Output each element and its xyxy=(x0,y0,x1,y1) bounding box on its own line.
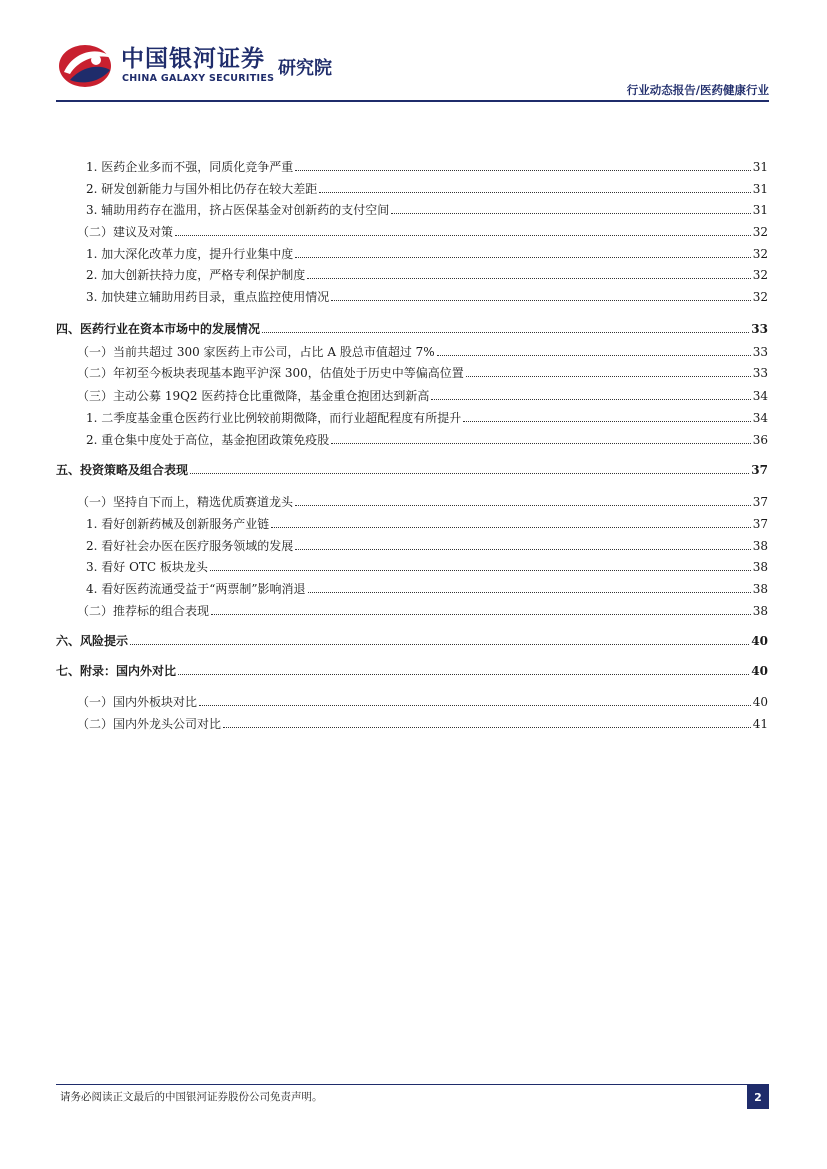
toc-entry-title: 四、医药行业在资本市场中的发展情况 xyxy=(56,322,261,336)
toc-entry-title: 2. 看好社会办医在医疗服务领域的发展 xyxy=(86,539,294,553)
toc-entry[interactable] xyxy=(56,361,768,381)
toc-entry-title: （三）主动公募 19Q2 医药持仓比重微降，基金重仓抱团达到新高 xyxy=(77,389,430,403)
toc-entry-page: 37 xyxy=(751,463,768,477)
toc-entry-page: 33 xyxy=(751,322,768,336)
toc-entry-page: 31 xyxy=(752,203,768,217)
footer-disclaimer: 请务必阅读正文最后的中国银河证券股份公司免责声明。 xyxy=(60,1091,323,1103)
toc-entry-title: （二）国内外龙头公司对比 xyxy=(77,717,222,731)
toc-entry-page: 37 xyxy=(752,517,768,531)
toc-dot-leader xyxy=(262,332,749,333)
toc-dot-leader xyxy=(391,213,750,214)
toc-dot-leader xyxy=(331,443,750,444)
toc-dot-leader xyxy=(130,644,749,645)
toc-dot-leader xyxy=(295,505,751,506)
toc-entry-title: （一）坚持自下而上，精选优质赛道龙头 xyxy=(77,495,294,509)
toc-dot-leader xyxy=(210,570,751,571)
toc-dot-leader xyxy=(223,727,751,728)
toc-entry-title: （二）推荐标的组合表现 xyxy=(77,604,210,618)
toc-entry[interactable] xyxy=(56,512,768,532)
toc-entry-page: 38 xyxy=(752,582,768,596)
toc-entry[interactable] xyxy=(56,317,768,337)
toc-entry-title: 2. 重仓集中度处于高位，基金抱团政策免疫股 xyxy=(86,433,330,447)
toc-dot-leader xyxy=(199,705,751,706)
header-divider xyxy=(56,100,769,102)
toc-entry-page: 32 xyxy=(752,268,768,282)
toc-entry-title: （一）国内外板块对比 xyxy=(77,695,198,709)
toc-entry[interactable] xyxy=(56,690,768,710)
toc-entry-page: 41 xyxy=(752,717,768,731)
toc-entry[interactable] xyxy=(56,428,768,448)
toc-entry-title: （二）年初至今板块表现基本跑平沪深 300，估值处于历史中等偏高位置 xyxy=(77,366,464,380)
toc-entry-page: 32 xyxy=(752,290,768,304)
toc-entry-title: 六、风险提示 xyxy=(56,634,129,648)
toc-entry-title: （二）建议及对策 xyxy=(77,225,174,239)
toc-entry-page: 37 xyxy=(752,495,768,509)
toc-entry[interactable] xyxy=(56,198,768,218)
toc-entry[interactable] xyxy=(56,177,768,197)
toc-entry[interactable] xyxy=(56,406,768,426)
toc-entry-title: 五、投资策略及组合表现 xyxy=(56,463,189,477)
brand-name-en: CHINA GALAXY SECURITIES xyxy=(122,73,275,84)
toc-entry-page: 32 xyxy=(752,247,768,261)
toc-dot-leader xyxy=(308,592,751,593)
toc-entry-page: 38 xyxy=(752,539,768,553)
toc-entry-title: 3. 看好 OTC 板块龙头 xyxy=(86,560,208,574)
toc-entry[interactable] xyxy=(56,712,768,732)
toc-entry-title: 2. 加大创新扶持力度，严格专利保护制度 xyxy=(86,268,306,282)
toc-entry[interactable] xyxy=(56,555,768,575)
toc-entry-page: 31 xyxy=(752,182,768,196)
toc-entry-page: 40 xyxy=(752,695,768,709)
toc-entry[interactable] xyxy=(56,629,768,649)
toc-entry[interactable] xyxy=(56,599,768,619)
toc-entry-page: 32 xyxy=(752,225,768,239)
toc-entry-title: 1. 看好创新药械及创新服务产业链 xyxy=(86,517,270,531)
toc-entry[interactable] xyxy=(56,534,768,554)
toc-entry-title: 1. 二季度基金重仓医药行业比例较前期微降，而行业超配程度有所提升 xyxy=(86,411,462,425)
toc-entry[interactable] xyxy=(56,659,768,679)
page-number: 2 xyxy=(747,1085,769,1109)
toc-entry[interactable] xyxy=(56,384,768,404)
toc-entry-page: 31 xyxy=(752,160,768,174)
toc-entry-title: 1. 医药企业多而不强，同质化竞争严重 xyxy=(86,160,294,174)
brand-name-cn: 中国银河证券 xyxy=(121,46,265,72)
toc-entry[interactable] xyxy=(56,285,768,305)
toc-dot-leader xyxy=(431,399,750,400)
toc-entry-title: 3. 加快建立辅助用药目录，重点监控使用情况 xyxy=(86,290,330,304)
toc-entry-title: 1. 加大深化改革力度，提升行业集中度 xyxy=(86,247,294,261)
toc-dot-leader xyxy=(271,527,750,528)
toc-entry[interactable] xyxy=(56,458,768,478)
toc-dot-leader xyxy=(178,674,749,675)
toc-entry-page: 34 xyxy=(752,389,768,403)
toc-dot-leader xyxy=(463,421,750,422)
toc-dot-leader xyxy=(466,376,751,377)
toc-dot-leader xyxy=(190,473,749,474)
page-header xyxy=(0,0,827,106)
toc-dot-leader xyxy=(331,300,750,301)
toc-entry-page: 38 xyxy=(752,604,768,618)
toc-entry-page: 36 xyxy=(752,433,768,447)
toc-dot-leader xyxy=(295,257,750,258)
toc-entry-page: 34 xyxy=(752,411,768,425)
toc-dot-leader xyxy=(175,235,751,236)
toc-entry-title: 3. 辅助用药存在滥用，挤占医保基金对创新药的支付空间 xyxy=(86,203,390,217)
toc-dot-leader xyxy=(295,170,750,171)
toc-dot-leader xyxy=(295,549,750,550)
toc-dot-leader xyxy=(319,192,750,193)
institute-label: 研究院 xyxy=(278,58,332,79)
toc-entry[interactable] xyxy=(56,340,768,360)
toc-dot-leader xyxy=(307,278,750,279)
toc-entry-page: 40 xyxy=(751,664,768,678)
toc-entry[interactable] xyxy=(56,577,768,597)
toc-entry-title: 2. 研发创新能力与国外相比仍存在较大差距 xyxy=(86,182,318,196)
toc-entry[interactable] xyxy=(56,220,768,240)
toc-entry[interactable] xyxy=(56,155,768,175)
toc-entry-title: 4. 看好医药流通受益于“两票制”影响消退 xyxy=(86,582,306,596)
report-type-label: 行业动态报告/医药健康行业 xyxy=(626,83,769,97)
toc-dot-leader xyxy=(211,614,751,615)
toc-entry[interactable] xyxy=(56,263,768,283)
toc-entry[interactable] xyxy=(56,490,768,510)
footer-divider xyxy=(56,1084,769,1085)
toc-entry-page: 33 xyxy=(752,345,768,359)
toc-entry-title: 七、附录：国内外对比 xyxy=(56,664,177,678)
toc-entry[interactable] xyxy=(56,242,768,262)
toc-entry-page: 40 xyxy=(751,634,768,648)
toc-entry-page: 33 xyxy=(752,366,768,380)
toc-dot-leader xyxy=(437,355,751,356)
toc-entry-page: 38 xyxy=(752,560,768,574)
toc-entry-title: （一）当前共超过 300 家医药上市公司，占比 A 股总市值超过 7% xyxy=(77,345,435,359)
china-galaxy-logo-icon xyxy=(56,40,114,90)
